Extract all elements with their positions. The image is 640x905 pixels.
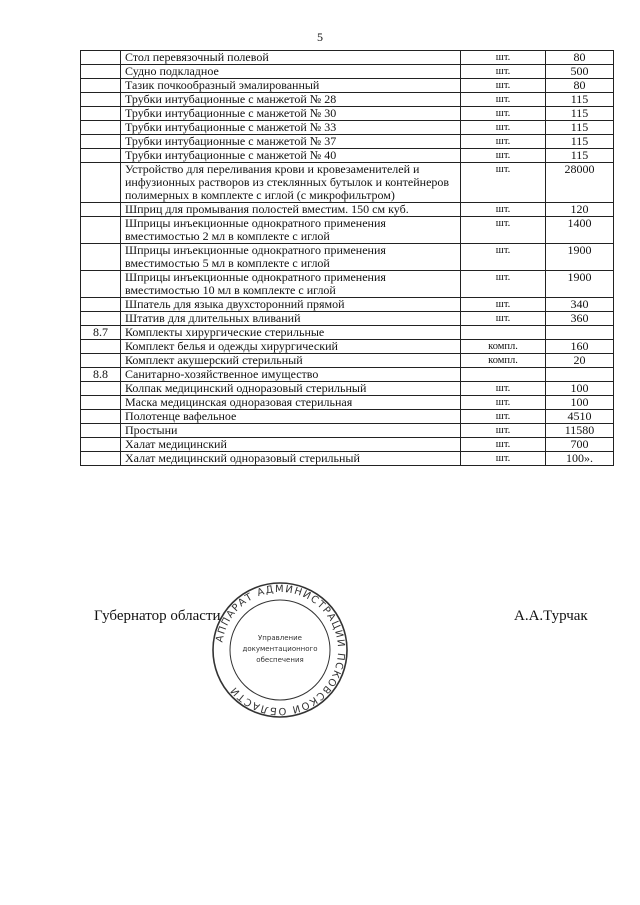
unit-cell: шт. [461,51,546,65]
quantity-cell: 80 [546,51,614,65]
item-name-cell: Халат медицинский одноразовый стерильный [121,452,461,466]
quantity-cell: 115 [546,93,614,107]
unit-cell: шт. [461,452,546,466]
official-seal [210,580,350,720]
row-number-cell [81,438,121,452]
unit-cell [461,326,546,340]
row-number-cell [81,93,121,107]
seal-line-1: Управление [258,634,302,642]
row-number-cell: 8.7 [81,326,121,340]
table-row [81,135,614,149]
unit-cell [461,368,546,382]
unit-cell: шт. [461,298,546,312]
row-number-cell: 8.8 [81,368,121,382]
unit-cell: шт. [461,438,546,452]
unit-cell: шт. [461,396,546,410]
item-name-cell: Трубки интубационные с манжетой № 33 [121,121,461,135]
row-number-cell [81,149,121,163]
quantity-cell: 11580 [546,424,614,438]
table-row [81,326,614,340]
table-row [81,93,614,107]
item-name-cell: Шприцы инъекционные однократного применения вместимостью 5 мл в комплекте с иглой [121,244,461,271]
item-name-cell: Трубки интубационные с манжетой № 30 [121,107,461,121]
item-name-cell: Судно подкладное [121,65,461,79]
quantity-cell: 160 [546,340,614,354]
unit-cell: шт. [461,244,546,271]
table-row [81,410,614,424]
item-name-cell: Штатив для длительных вливаний [121,312,461,326]
quantity-cell: 28000 [546,163,614,203]
seal-ring-text: АППАРАТ АДМИНИСТРАЦИИ ПСКОВСКОЙ ОБЛАСТИ [214,583,347,717]
page-number: 5 [317,30,323,44]
unit-cell: шт. [461,93,546,107]
unit-cell: компл. [461,354,546,368]
row-number-cell [81,396,121,410]
table-row [81,149,614,163]
unit-cell: шт. [461,271,546,298]
items-table [80,50,614,466]
unit-cell: шт. [461,163,546,203]
unit-cell: шт. [461,312,546,326]
quantity-cell: 360 [546,312,614,326]
item-name-cell: Халат медицинский [121,438,461,452]
quantity-cell [546,326,614,340]
item-name-cell: Трубки интубационные с манжетой № 28 [121,93,461,107]
item-name-cell: Стол перевязочный полевой [121,51,461,65]
item-name-cell: Шприцы инъекционные однократного применения вместимостью 10 мл в комплекте с иглой [121,271,461,298]
table-row [81,51,614,65]
unit-cell: шт. [461,65,546,79]
row-number-cell [81,382,121,396]
items-table-body [81,51,614,466]
table-row [81,340,614,354]
item-name-cell: Колпак медицинский одноразовый стерильный [121,382,461,396]
table-row [81,424,614,438]
row-number-cell [81,424,121,438]
table-row [81,271,614,298]
unit-cell: шт. [461,107,546,121]
row-number-cell [81,51,121,65]
unit-cell: шт. [461,135,546,149]
table-row [81,382,614,396]
table-row [81,368,614,382]
quantity-cell: 1900 [546,271,614,298]
table-row [81,452,614,466]
item-name-cell: Шпатель для языка двухсторонний прямой [121,298,461,312]
quantity-cell: 700 [546,438,614,452]
row-number-cell [81,410,121,424]
table-row [81,107,614,121]
unit-cell: компл. [461,340,546,354]
table-row [81,438,614,452]
seal-line-3: обеспечения [256,656,304,664]
quantity-cell: 20 [546,354,614,368]
table-row [81,79,614,93]
quantity-cell: 1900 [546,244,614,271]
item-name-cell: Трубки интубационные с манжетой № 40 [121,149,461,163]
table-row [81,163,614,203]
row-number-cell [81,65,121,79]
table-row [81,244,614,271]
unit-cell: шт. [461,424,546,438]
unit-cell: шт. [461,203,546,217]
quantity-cell: 100». [546,452,614,466]
row-number-cell [81,354,121,368]
item-name-cell: Санитарно-хозяйственное имущество [121,368,461,382]
item-name-cell: Устройство для переливания крови и кровезаменителей и инфузионных растворов из стеклянных бутылок и контейнеров полимерных в комплекте с иглой (с микрофильтром) [121,163,461,203]
row-number-cell [81,107,121,121]
quantity-cell: 340 [546,298,614,312]
signature-name: А.А.Турчак [514,608,588,624]
quantity-cell: 4510 [546,410,614,424]
unit-cell: шт. [461,149,546,163]
item-name-cell: Трубки интубационные с манжетой № 37 [121,135,461,149]
table-row [81,217,614,244]
table-row [81,298,614,312]
item-name-cell: Тазик почкообразный эмалированный [121,79,461,93]
row-number-cell [81,79,121,93]
unit-cell: шт. [461,217,546,244]
item-name-cell: Полотенце вафельное [121,410,461,424]
item-name-cell: Комплект акушерский стерильный [121,354,461,368]
item-name-cell: Комплект белья и одежды хирургический [121,340,461,354]
item-name-cell: Шприцы инъекционные однократного применения вместимостью 2 мл в комплекте с иглой [121,217,461,244]
row-number-cell [81,312,121,326]
table-row [81,121,614,135]
row-number-cell [81,452,121,466]
table-row [81,203,614,217]
quantity-cell: 80 [546,79,614,93]
quantity-cell: 115 [546,107,614,121]
row-number-cell [81,203,121,217]
row-number-cell [81,340,121,354]
quantity-cell: 115 [546,149,614,163]
quantity-cell: 1400 [546,217,614,244]
unit-cell: шт. [461,121,546,135]
item-name-cell: Шприц для промывания полостей вместим. 150 см куб. [121,203,461,217]
quantity-cell [546,368,614,382]
item-name-cell: Маска медицинская одноразовая стерильная [121,396,461,410]
table-row [81,312,614,326]
table-row [81,65,614,79]
quantity-cell: 100 [546,396,614,410]
item-name-cell: Комплекты хирургические стерильные [121,326,461,340]
row-number-cell [81,163,121,203]
quantity-cell: 115 [546,121,614,135]
row-number-cell [81,244,121,271]
row-number-cell [81,135,121,149]
unit-cell: шт. [461,410,546,424]
item-name-cell: Простыни [121,424,461,438]
quantity-cell: 100 [546,382,614,396]
row-number-cell [81,298,121,312]
table-row [81,396,614,410]
unit-cell: шт. [461,382,546,396]
quantity-cell: 500 [546,65,614,79]
row-number-cell [81,271,121,298]
seal-line-2: документационного [242,645,318,653]
table-row [81,354,614,368]
row-number-cell [81,217,121,244]
row-number-cell [81,121,121,135]
quantity-cell: 115 [546,135,614,149]
signature-title: Губернатор области [94,608,221,624]
quantity-cell: 120 [546,203,614,217]
unit-cell: шт. [461,79,546,93]
